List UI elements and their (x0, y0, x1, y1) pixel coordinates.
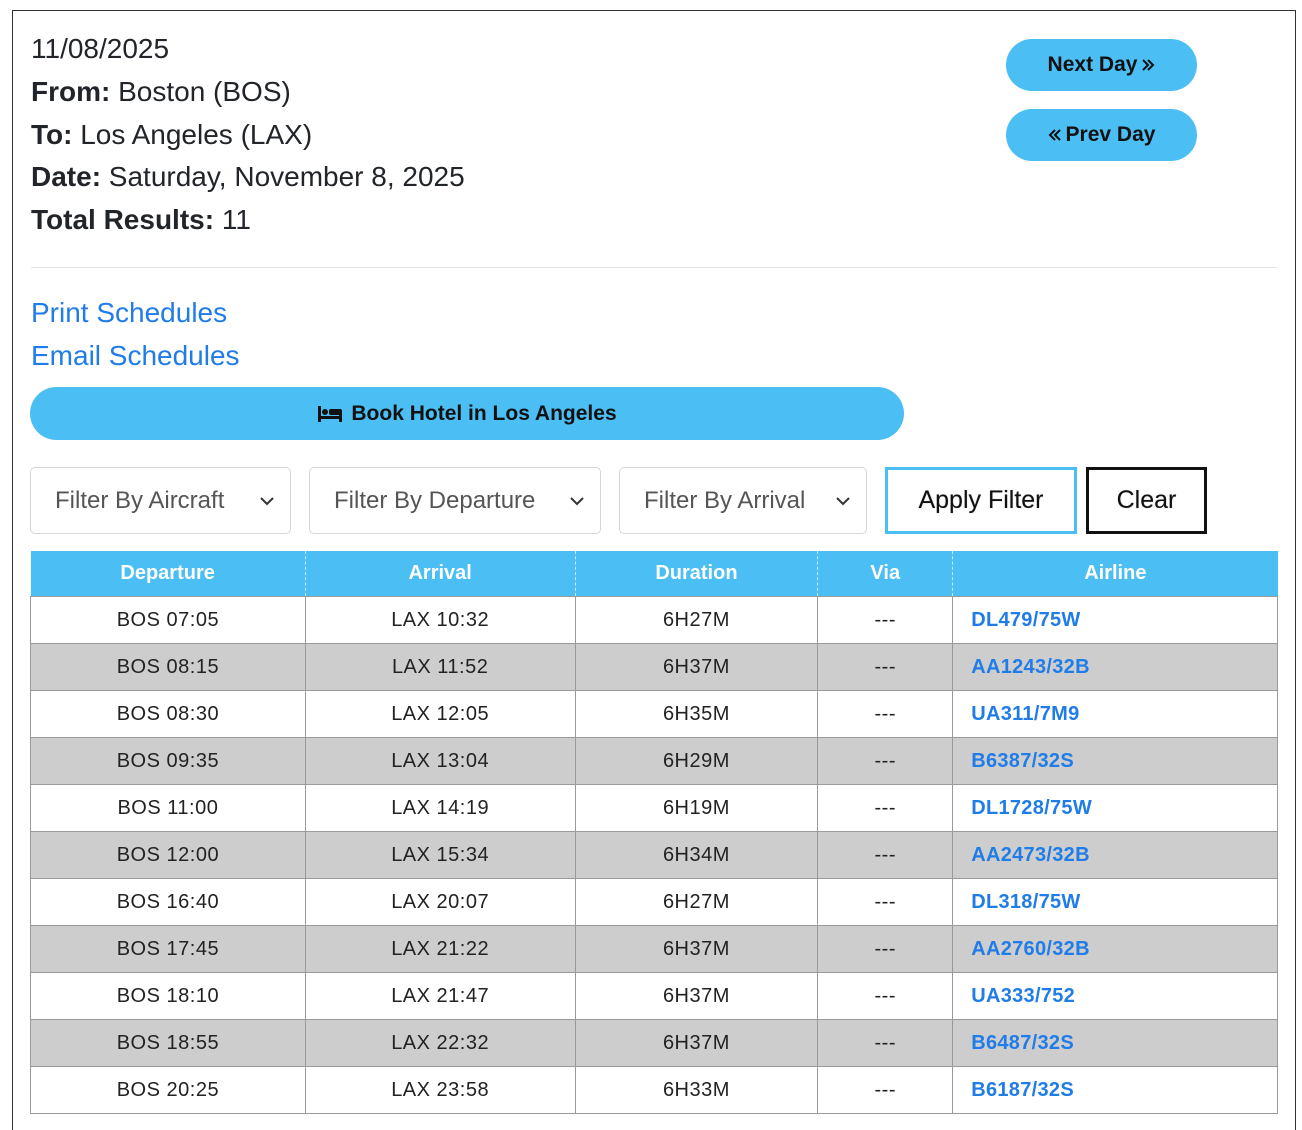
airline-cell (953, 597, 1278, 644)
from-label: From: (31, 75, 111, 107)
search-summary (31, 28, 465, 242)
via-cell: --- (818, 1067, 953, 1114)
arrival-cell: LAX 12:05 (305, 691, 575, 738)
prev-day-button[interactable] (1006, 109, 1197, 161)
total-label: Total Results: (31, 204, 215, 236)
print-schedules-link[interactable]: Print Schedules (31, 297, 228, 328)
email-schedules-link[interactable]: Email Schedules (31, 340, 240, 371)
book-hotel-button[interactable] (30, 387, 904, 440)
departure-cell: BOS 09:35 (31, 738, 306, 785)
duration-cell: 6H37M (575, 926, 818, 973)
book-hotel-label: Book Hotel in Los Angeles (351, 401, 617, 425)
filter-arrival-label: Filter By Arrival (644, 486, 806, 514)
prev-day-label: Prev Day (1065, 123, 1156, 146)
column-header-arrival: Arrival (305, 551, 575, 597)
date-short: 11/08/2025 (31, 33, 170, 64)
table-row (31, 1020, 1278, 1067)
airline-flight-link[interactable]: UA333/752 (971, 984, 1076, 1007)
duration-cell: 6H19M (575, 785, 818, 832)
column-header-departure: Departure (31, 551, 306, 597)
airline-flight-link[interactable]: AA1243/32B (971, 655, 1090, 678)
arrival-cell: LAX 22:32 (305, 1020, 575, 1067)
table-row (31, 973, 1278, 1020)
arrival-cell: LAX 21:22 (305, 926, 575, 973)
chevron-down-icon (568, 492, 586, 510)
date-value: Saturday, November 8, 2025 (108, 161, 465, 193)
from-row (31, 71, 465, 114)
airline-flight-link[interactable]: B6187/32S (971, 1078, 1074, 1101)
airline-flight-link[interactable]: DL1728/75W (971, 796, 1093, 819)
departure-cell: BOS 11:00 (31, 785, 306, 832)
airline-flight-link[interactable]: UA311/7M9 (971, 702, 1080, 725)
departure-cell: BOS 17:45 (31, 926, 306, 973)
clear-button[interactable]: Clear (1086, 467, 1207, 534)
duration-cell: 6H35M (575, 691, 818, 738)
departure-cell: BOS 07:05 (31, 597, 306, 644)
via-cell: --- (818, 738, 953, 785)
arrival-cell: LAX 21:47 (305, 973, 575, 1020)
departure-cell: BOS 20:25 (31, 1067, 306, 1114)
double-chevron-left-icon (1048, 128, 1062, 142)
table-row (31, 832, 1278, 879)
duration-cell: 6H37M (575, 1020, 818, 1067)
column-header-duration: Duration (575, 551, 818, 597)
filter-aircraft-label: Filter By Aircraft (55, 486, 225, 514)
column-header-via: Via (818, 551, 953, 597)
arrival-cell: LAX 15:34 (305, 832, 575, 879)
table-row (31, 785, 1278, 832)
table-header-row (31, 551, 1278, 597)
duration-cell: 6H37M (575, 973, 818, 1020)
from-value: Boston (BOS) (118, 75, 291, 107)
via-cell: --- (818, 691, 953, 738)
chevron-down-icon (834, 492, 852, 510)
airline-flight-link[interactable]: B6487/32S (971, 1031, 1074, 1054)
to-row (31, 114, 465, 157)
duration-cell: 6H27M (575, 597, 818, 644)
arrival-cell: LAX 13:04 (305, 738, 575, 785)
airline-cell (953, 973, 1278, 1020)
table-row (31, 926, 1278, 973)
duration-cell: 6H29M (575, 738, 818, 785)
table-row (31, 1067, 1278, 1114)
departure-cell: BOS 18:55 (31, 1020, 306, 1067)
via-cell: --- (818, 597, 953, 644)
airline-cell (953, 926, 1278, 973)
via-cell: --- (818, 926, 953, 973)
to-label: To: (31, 118, 73, 150)
airline-flight-link[interactable]: AA2760/32B (971, 937, 1090, 960)
duration-cell: 6H27M (575, 879, 818, 926)
duration-cell: 6H34M (575, 832, 818, 879)
filter-departure-label: Filter By Departure (334, 486, 536, 514)
airline-cell (953, 832, 1278, 879)
arrival-cell: LAX 20:07 (305, 879, 575, 926)
double-chevron-right-icon (1141, 58, 1155, 72)
table-row (31, 879, 1278, 926)
arrival-cell: LAX 14:19 (305, 785, 575, 832)
via-cell: --- (818, 644, 953, 691)
arrival-cell: LAX 11:52 (305, 644, 575, 691)
airline-cell (953, 644, 1278, 691)
arrival-cell: LAX 23:58 (305, 1067, 575, 1114)
date-label: Date: (31, 161, 102, 193)
filter-arrival-select[interactable] (619, 467, 867, 534)
airline-cell (953, 785, 1278, 832)
departure-cell: BOS 16:40 (31, 879, 306, 926)
airline-cell (953, 1020, 1278, 1067)
via-cell: --- (818, 832, 953, 879)
airline-cell (953, 879, 1278, 926)
filter-aircraft-select[interactable] (30, 467, 291, 534)
departure-cell: BOS 08:30 (31, 691, 306, 738)
via-cell: --- (818, 1020, 953, 1067)
airline-flight-link[interactable]: DL318/75W (971, 890, 1081, 913)
airline-flight-link[interactable]: AA2473/32B (971, 843, 1090, 866)
total-results-row (31, 199, 465, 242)
next-day-label: Next Day (1047, 53, 1138, 76)
chevron-down-icon (258, 492, 276, 510)
duration-cell: 6H33M (575, 1067, 818, 1114)
table-row (31, 644, 1278, 691)
via-cell: --- (818, 973, 953, 1020)
next-day-button[interactable] (1006, 39, 1197, 91)
date-row (31, 156, 465, 199)
airline-cell (953, 738, 1278, 785)
apply-filter-button[interactable]: Apply Filter (885, 467, 1077, 534)
to-value: Los Angeles (LAX) (80, 118, 313, 150)
airline-flight-link[interactable]: B6387/32S (971, 749, 1074, 772)
airline-cell (953, 1067, 1278, 1114)
duration-cell: 6H37M (575, 644, 818, 691)
table-row (31, 738, 1278, 785)
departure-cell: BOS 18:10 (31, 973, 306, 1020)
divider (31, 267, 1277, 268)
table-row (31, 597, 1278, 644)
via-cell: --- (818, 879, 953, 926)
airline-cell (953, 691, 1278, 738)
airline-flight-link[interactable]: DL479/75W (971, 608, 1081, 631)
departure-cell: BOS 12:00 (31, 832, 306, 879)
column-header-airline: Airline (953, 551, 1278, 597)
flight-schedule-table (30, 551, 1278, 1114)
arrival-cell: LAX 10:32 (305, 597, 575, 644)
total-value: 11 (221, 204, 251, 236)
via-cell: --- (818, 785, 953, 832)
table-row (31, 691, 1278, 738)
filter-departure-select[interactable] (309, 467, 601, 534)
bed-icon (317, 405, 343, 423)
departure-cell: BOS 08:15 (31, 644, 306, 691)
